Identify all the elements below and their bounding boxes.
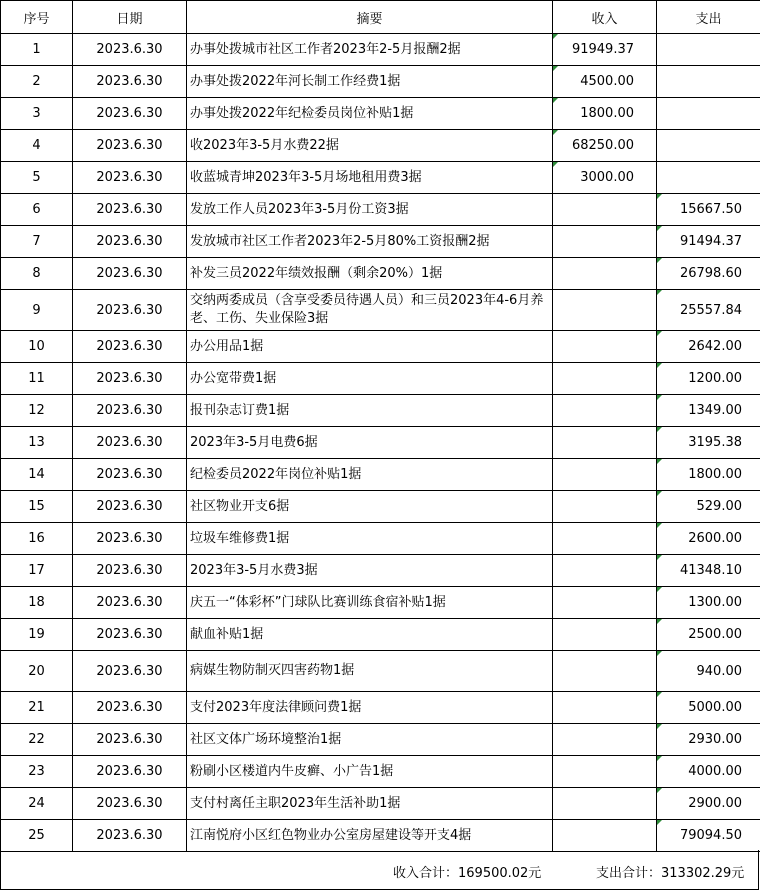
row-expense: 2900.00: [657, 788, 760, 820]
row-income: [553, 395, 657, 427]
row-desc: 病媒生物防制灭四害药物1据: [187, 651, 553, 692]
row-expense: 25557.84: [657, 290, 760, 331]
table-row: [1, 724, 760, 756]
row-desc: 收蓝城青坤2023年3-5月场地租用费3据: [187, 162, 553, 194]
table-row: [1, 363, 760, 395]
row-date: 2023.6.30: [73, 724, 187, 756]
row-income: [553, 226, 657, 258]
table-row: [1, 162, 760, 194]
table-row: [1, 756, 760, 788]
row-income: [553, 692, 657, 724]
row-desc: 2023年3-5月电费6据: [187, 427, 553, 459]
table-row: [1, 491, 760, 523]
row-date: 2023.6.30: [73, 427, 187, 459]
table-row: [1, 34, 760, 66]
row-expense: 91494.37: [657, 226, 760, 258]
row-desc: 办事处拨城市社区工作者2023年2-5月报酬2据: [187, 34, 553, 66]
row-expense: 1200.00: [657, 363, 760, 395]
row-expense: 1800.00: [657, 459, 760, 491]
row-date: 2023.6.30: [73, 162, 187, 194]
row-date: 2023.6.30: [73, 395, 187, 427]
table-row: [1, 651, 760, 692]
row-date: 2023.6.30: [73, 331, 187, 363]
row-seq: 3: [1, 98, 73, 130]
row-expense: [657, 34, 760, 66]
row-expense: [657, 162, 760, 194]
row-income: [553, 724, 657, 756]
row-seq: 11: [1, 363, 73, 395]
row-expense: [657, 130, 760, 162]
table-row: [1, 331, 760, 363]
row-income: [553, 651, 657, 692]
row-date: 2023.6.30: [73, 226, 187, 258]
row-income: 3000.00: [553, 162, 657, 194]
row-expense: [657, 98, 760, 130]
row-expense: 2930.00: [657, 724, 760, 756]
row-seq: 10: [1, 331, 73, 363]
row-income: [553, 820, 657, 852]
row-seq: 22: [1, 724, 73, 756]
row-income: 91949.37: [553, 34, 657, 66]
row-income: [553, 194, 657, 226]
row-desc: 办事处拨2022年河长制工作经费1据: [187, 66, 553, 98]
row-income: [553, 555, 657, 587]
header-income: 收入: [553, 1, 657, 34]
table-row: [1, 555, 760, 587]
row-seq: 6: [1, 194, 73, 226]
row-expense: 1349.00: [657, 395, 760, 427]
row-expense: 529.00: [657, 491, 760, 523]
row-income: [553, 363, 657, 395]
ledger-body: [1, 34, 760, 852]
row-date: 2023.6.30: [73, 587, 187, 619]
row-date: 2023.6.30: [73, 130, 187, 162]
row-date: 2023.6.30: [73, 98, 187, 130]
totals-footer: [0, 850, 759, 890]
header-row: [1, 1, 760, 34]
expense-total: 支出合计：313302.29元: [596, 866, 745, 881]
table-row: [1, 619, 760, 651]
row-income: [553, 587, 657, 619]
table-row: [1, 194, 760, 226]
row-seq: 4: [1, 130, 73, 162]
row-income: [553, 427, 657, 459]
row-income: [553, 756, 657, 788]
header-desc: 摘要: [187, 1, 553, 34]
row-seq: 21: [1, 692, 73, 724]
row-expense: 26798.60: [657, 258, 760, 290]
row-seq: 14: [1, 459, 73, 491]
row-expense: 3195.38: [657, 427, 760, 459]
row-expense: [657, 66, 760, 98]
row-desc: 庆五一“体彩杯”门球队比赛训练食宿补贴1据: [187, 587, 553, 619]
row-desc: 交纳两委成员（含享受委员待遇人员）和三员2023年4-6月养老、工伤、失业保险3据: [187, 290, 553, 331]
table-row: [1, 523, 760, 555]
row-expense: 5000.00: [657, 692, 760, 724]
table-row: [1, 788, 760, 820]
row-desc: 支付村离任主职2023年生活补助1据: [187, 788, 553, 820]
row-date: 2023.6.30: [73, 194, 187, 226]
row-desc: 收2023年3-5月水费22据: [187, 130, 553, 162]
income-total: 收入合计：169500.02元: [393, 866, 542, 881]
row-income: [553, 290, 657, 331]
row-seq: 23: [1, 756, 73, 788]
row-income: [553, 619, 657, 651]
row-date: 2023.6.30: [73, 363, 187, 395]
row-income: 4500.00: [553, 66, 657, 98]
row-date: 2023.6.30: [73, 34, 187, 66]
row-expense: 4000.00: [657, 756, 760, 788]
row-expense: 940.00: [657, 651, 760, 692]
row-income: [553, 459, 657, 491]
table-row: [1, 66, 760, 98]
table-row: [1, 395, 760, 427]
row-date: 2023.6.30: [73, 523, 187, 555]
row-seq: 24: [1, 788, 73, 820]
row-seq: 17: [1, 555, 73, 587]
table-row: [1, 459, 760, 491]
row-income: [553, 491, 657, 523]
row-desc: 社区文体广场环境整治1据: [187, 724, 553, 756]
row-date: 2023.6.30: [73, 756, 187, 788]
row-seq: 2: [1, 66, 73, 98]
row-seq: 9: [1, 290, 73, 331]
row-expense: 2600.00: [657, 523, 760, 555]
row-seq: 15: [1, 491, 73, 523]
table-row: [1, 692, 760, 724]
row-desc: 发放工作人员2023年3-5月份工资3据: [187, 194, 553, 226]
row-desc: 办公用品1据: [187, 331, 553, 363]
row-date: 2023.6.30: [73, 555, 187, 587]
row-date: 2023.6.30: [73, 290, 187, 331]
row-income: [553, 523, 657, 555]
header-expense: 支出: [657, 1, 760, 34]
row-date: 2023.6.30: [73, 66, 187, 98]
table-row: [1, 258, 760, 290]
row-desc: 发放城市社区工作者2023年2-5月80%工资报酬2据: [187, 226, 553, 258]
table-row: [1, 290, 760, 331]
row-seq: 8: [1, 258, 73, 290]
row-date: 2023.6.30: [73, 491, 187, 523]
row-desc: 纪检委员2022年岗位补贴1据: [187, 459, 553, 491]
row-desc: 报刊杂志订费1据: [187, 395, 553, 427]
row-desc: 办公宽带费1据: [187, 363, 553, 395]
row-date: 2023.6.30: [73, 619, 187, 651]
row-date: 2023.6.30: [73, 459, 187, 491]
row-seq: 16: [1, 523, 73, 555]
row-desc: 2023年3-5月水费3据: [187, 555, 553, 587]
row-date: 2023.6.30: [73, 820, 187, 852]
row-seq: 12: [1, 395, 73, 427]
row-income: [553, 788, 657, 820]
row-desc: 支付2023年度法律顾问费1据: [187, 692, 553, 724]
row-seq: 18: [1, 587, 73, 619]
row-income: [553, 258, 657, 290]
table-row: [1, 820, 760, 852]
row-date: 2023.6.30: [73, 788, 187, 820]
row-expense: 2500.00: [657, 619, 760, 651]
row-desc: 办事处拨2022年纪检委员岗位补贴1据: [187, 98, 553, 130]
row-seq: 19: [1, 619, 73, 651]
row-desc: 江南悦府小区红色物业办公室房屋建设等开支4据: [187, 820, 553, 852]
row-desc: 垃圾车维修费1据: [187, 523, 553, 555]
row-seq: 20: [1, 651, 73, 692]
table-row: [1, 98, 760, 130]
row-seq: 5: [1, 162, 73, 194]
row-desc: 补发三员2022年绩效报酬（剩余20%）1据: [187, 258, 553, 290]
row-income: 1800.00: [553, 98, 657, 130]
row-expense: 15667.50: [657, 194, 760, 226]
row-seq: 7: [1, 226, 73, 258]
row-seq: 25: [1, 820, 73, 852]
row-desc: 粉刷小区楼道内牛皮癣、小广告1据: [187, 756, 553, 788]
row-expense: 2642.00: [657, 331, 760, 363]
table-row: [1, 130, 760, 162]
row-expense: 1300.00: [657, 587, 760, 619]
row-seq: 13: [1, 427, 73, 459]
header-date: 日期: [73, 1, 187, 34]
row-income: 68250.00: [553, 130, 657, 162]
row-desc: 社区物业开支6据: [187, 491, 553, 523]
row-income: [553, 331, 657, 363]
row-desc: 献血补贴1据: [187, 619, 553, 651]
table-row: [1, 587, 760, 619]
row-date: 2023.6.30: [73, 258, 187, 290]
header-seq: 序号: [1, 1, 73, 34]
row-date: 2023.6.30: [73, 692, 187, 724]
row-expense: 79094.50: [657, 820, 760, 852]
row-seq: 1: [1, 34, 73, 66]
row-date: 2023.6.30: [73, 651, 187, 692]
row-expense: 41348.10: [657, 555, 760, 587]
table-row: [1, 226, 760, 258]
table-row: [1, 427, 760, 459]
